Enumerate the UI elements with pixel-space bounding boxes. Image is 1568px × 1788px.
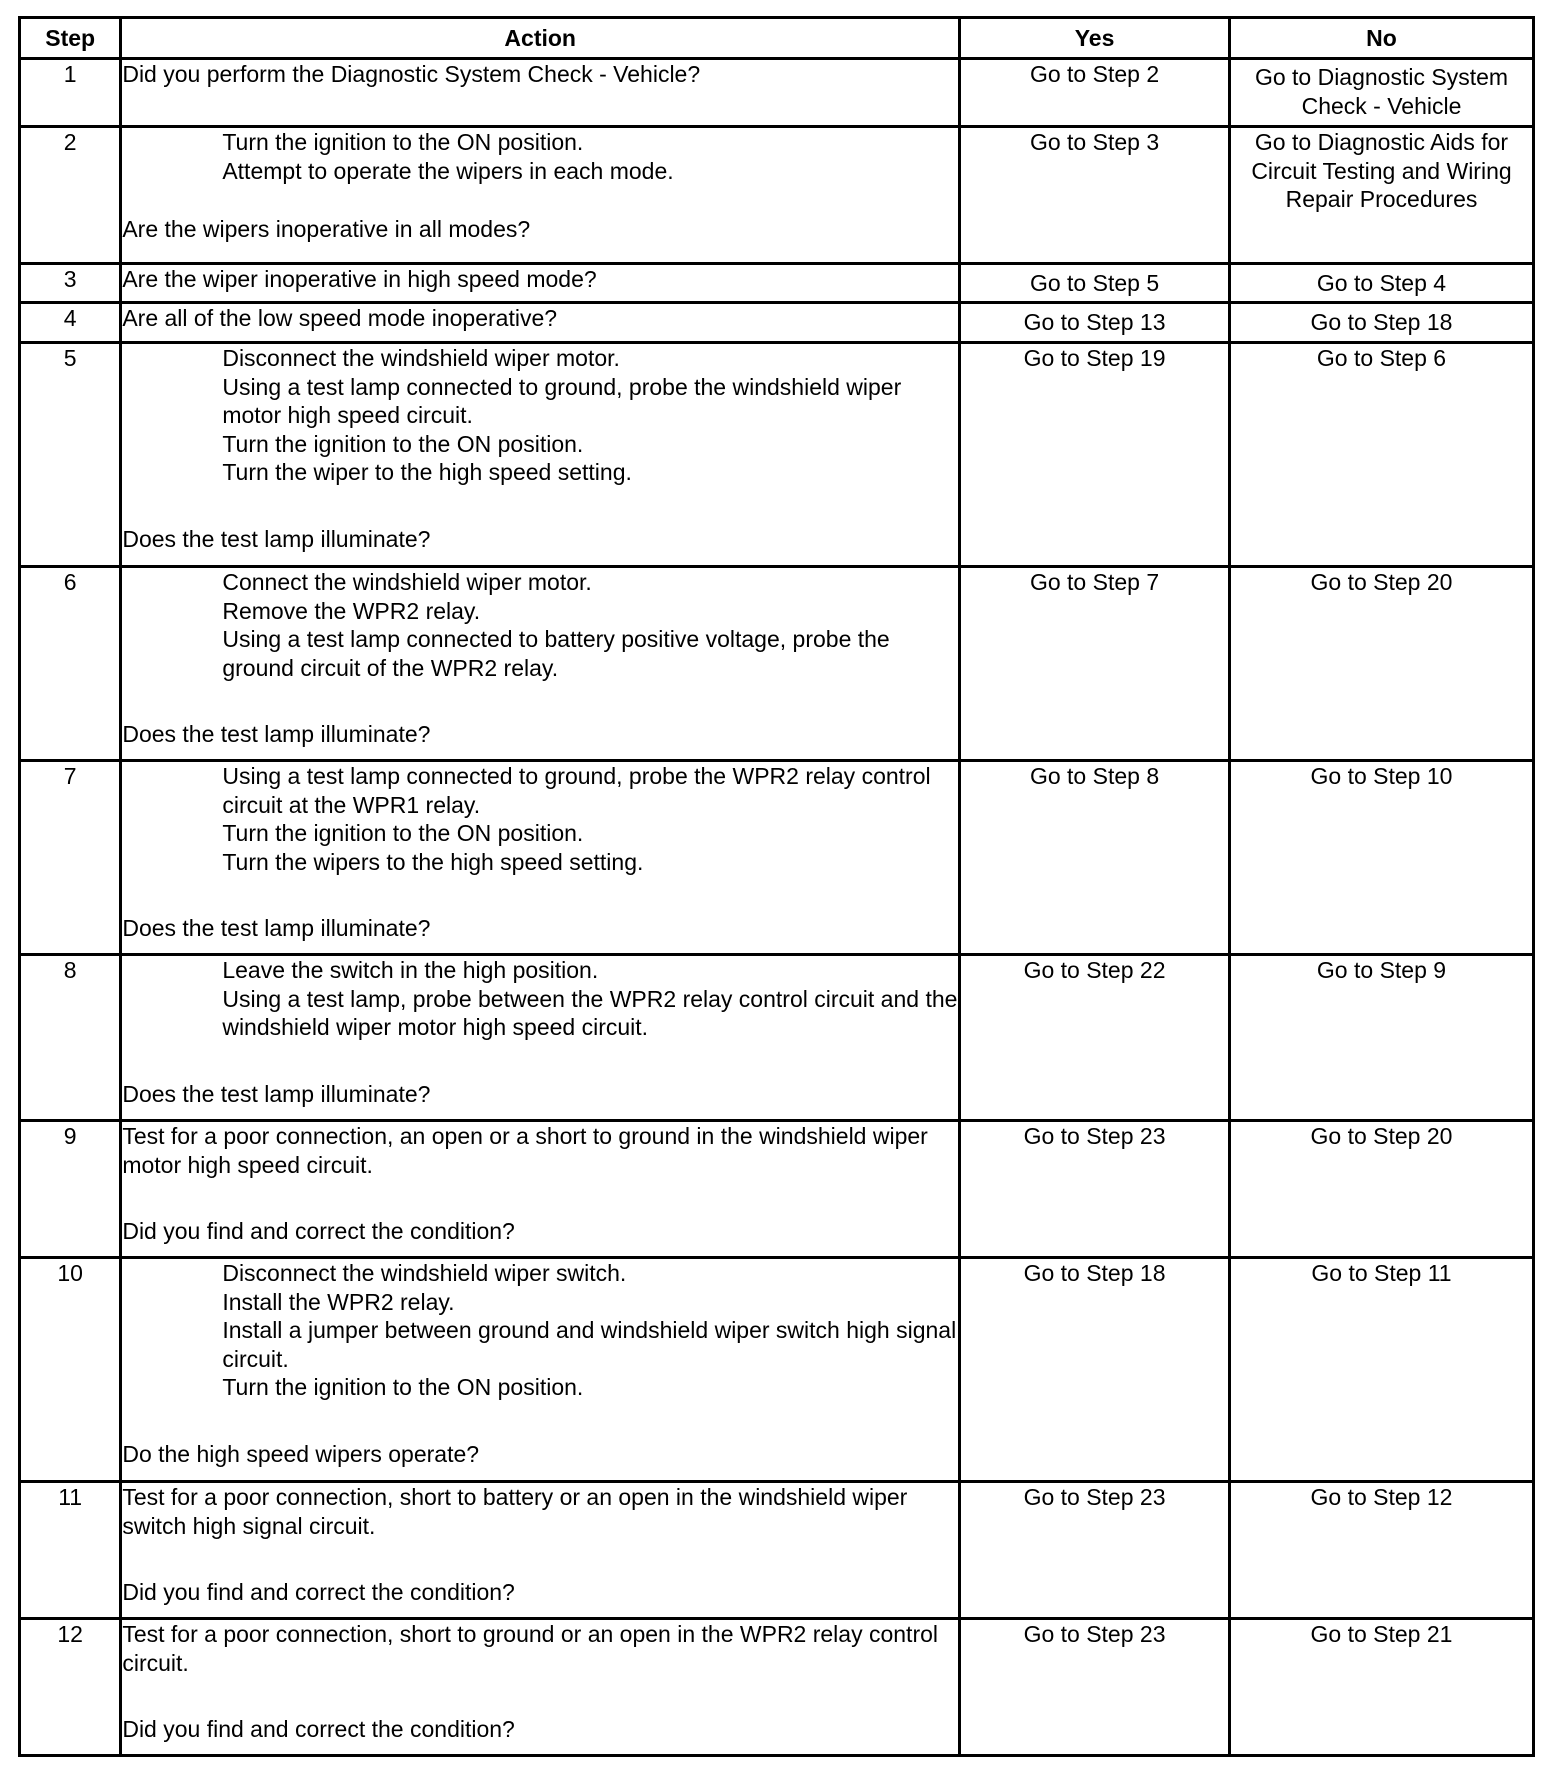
yes-cell: Go to Step 13 — [960, 303, 1230, 343]
question-text: Does the test lamp illuminate? — [122, 915, 431, 941]
question-text: Did you find and correct the condition? — [122, 1579, 515, 1605]
sub-step: Using a test lamp connected to battery positive voltage, probe the ground circuit of the WPR2 relay. — [222, 626, 890, 681]
no-cell: Go to Step 20 — [1229, 567, 1533, 761]
intro-text: Test for a poor connection, an open or a short to ground in the windshield wiper motor high speed circuit. — [122, 1123, 928, 1178]
sub-step: Install a jumper between ground and windshield wiper switch high signal circuit. — [222, 1317, 957, 1372]
sub-step: Turn the wiper to the high speed setting. — [222, 459, 632, 485]
question-text: Are the wiper inoperative in high speed mode? — [122, 266, 597, 292]
yes-cell: Go to Step 19 — [960, 343, 1230, 567]
sub-step: Using a test lamp, probe between the WPR2 relay control circuit and the windshield wiper motor high speed circuit. — [222, 985, 958, 1040]
action-cell — [121, 567, 960, 761]
sub-step: Turn the ignition to the ON position. — [222, 820, 584, 846]
header-action: Action — [121, 18, 960, 59]
step-number: 3 — [20, 264, 121, 303]
no-cell: Go to Step 4 — [1229, 264, 1533, 303]
table-row — [20, 567, 1534, 761]
action-cell — [121, 1121, 960, 1258]
action-cell — [121, 303, 960, 343]
step-number: 8 — [20, 955, 121, 1121]
question-text: Did you perform the Diagnostic System Check - Vehicle? — [122, 61, 701, 87]
yes-cell: Go to Step 23 — [960, 1121, 1230, 1258]
sub-step: Remove the WPR2 relay. — [222, 597, 481, 624]
table-row — [20, 1258, 1534, 1482]
header-row — [20, 18, 1534, 59]
action-cell — [121, 59, 960, 127]
header-step: Step — [20, 18, 121, 59]
no-cell: Go to Step 10 — [1229, 761, 1533, 955]
sub-step-list — [122, 128, 958, 185]
step-number: 4 — [20, 303, 121, 343]
question-text: Are the wipers inoperative in all modes? — [122, 216, 531, 242]
question-text: Are all of the low speed mode inoperative? — [122, 305, 558, 331]
question-text: Did you find and correct the condition? — [122, 1716, 515, 1742]
step-number: 7 — [20, 761, 121, 955]
sub-step: Using a test lamp connected to ground, probe the WPR2 relay control circuit at the WPR1 relay. — [222, 763, 931, 818]
sub-step: Using a test lamp connected to ground, probe the windshield wiper motor high speed circuit. — [222, 373, 902, 428]
sub-step-list — [122, 568, 958, 682]
diagnostic-table — [18, 16, 1535, 1757]
step-number: 5 — [20, 343, 121, 567]
no-cell: Go to Step 11 — [1229, 1258, 1533, 1482]
action-cell — [121, 264, 960, 303]
no-cell: Go to Diagnostic Aids for Circuit Testing and Wiring Repair Procedures — [1229, 127, 1533, 264]
sub-step: Turn the wipers to the high speed setting. — [222, 848, 644, 875]
sub-step: Turn the ignition to the ON position. — [222, 1374, 584, 1400]
yes-cell: Go to Step 7 — [960, 567, 1230, 761]
action-cell — [121, 127, 960, 264]
sub-step: Leave the switch in the high position. — [222, 957, 599, 983]
table-row — [20, 955, 1534, 1121]
sub-step-list — [122, 344, 958, 487]
sub-step: Connect the windshield wiper motor. — [222, 569, 592, 595]
sub-step: Turn the ignition to the ON position. — [222, 430, 584, 457]
table-row — [20, 127, 1534, 264]
sub-step-list — [122, 762, 958, 876]
yes-cell: Go to Step 23 — [960, 1619, 1230, 1756]
question-text: Does the test lamp illuminate? — [122, 721, 431, 747]
sub-step: Install the WPR2 relay. — [222, 1288, 455, 1315]
sub-step-list — [122, 1259, 958, 1402]
sub-step-list — [122, 956, 958, 1042]
yes-cell: Go to Step 5 — [960, 264, 1230, 303]
step-number: 10 — [20, 1258, 121, 1482]
action-cell — [121, 1619, 960, 1756]
action-cell — [121, 761, 960, 955]
no-cell: Go to Step 6 — [1229, 343, 1533, 567]
sub-step: Turn the ignition to the ON position. — [222, 129, 584, 155]
action-cell — [121, 955, 960, 1121]
table-row — [20, 343, 1534, 567]
yes-cell: Go to Step 18 — [960, 1258, 1230, 1482]
sub-step: Disconnect the windshield wiper switch. — [222, 1260, 627, 1286]
sub-step: Attempt to operate the wipers in each mode. — [222, 157, 674, 184]
yes-cell: Go to Step 2 — [960, 59, 1230, 127]
header-yes: Yes — [960, 18, 1230, 59]
yes-cell: Go to Step 3 — [960, 127, 1230, 264]
step-number: 11 — [20, 1482, 121, 1619]
action-cell — [121, 1258, 960, 1482]
yes-cell: Go to Step 22 — [960, 955, 1230, 1121]
step-number: 2 — [20, 127, 121, 264]
action-cell — [121, 343, 960, 567]
no-cell: Go to Step 12 — [1229, 1482, 1533, 1619]
header-no: No — [1229, 18, 1533, 59]
table-row — [20, 1482, 1534, 1619]
question-text: Does the test lamp illuminate? — [122, 525, 431, 552]
intro-text: Test for a poor connection, short to battery or an open in the windshield wiper switch high signal circuit. — [122, 1484, 908, 1539]
yes-cell: Go to Step 23 — [960, 1482, 1230, 1619]
intro-text: Test for a poor connection, short to ground or an open in the WPR2 relay control circuit. — [122, 1621, 939, 1676]
step-number: 9 — [20, 1121, 121, 1258]
question-text: Do the high speed wipers operate? — [122, 1440, 480, 1467]
yes-cell: Go to Step 8 — [960, 761, 1230, 955]
table-row — [20, 761, 1534, 955]
question-text: Did you find and correct the condition? — [122, 1218, 515, 1244]
table-row — [20, 303, 1534, 343]
table-row — [20, 59, 1534, 127]
table-row — [20, 1619, 1534, 1756]
action-cell — [121, 1482, 960, 1619]
sub-step: Disconnect the windshield wiper motor. — [222, 345, 620, 371]
no-cell: Go to Diagnostic System Check - Vehicle — [1229, 59, 1533, 127]
table-row — [20, 264, 1534, 303]
table-row — [20, 1121, 1534, 1258]
question-text: Does the test lamp illuminate? — [122, 1080, 431, 1107]
no-cell: Go to Step 21 — [1229, 1619, 1533, 1756]
step-number: 1 — [20, 59, 121, 127]
no-cell: Go to Step 18 — [1229, 303, 1533, 343]
step-number: 12 — [20, 1619, 121, 1756]
no-cell: Go to Step 9 — [1229, 955, 1533, 1121]
step-number: 6 — [20, 567, 121, 761]
no-cell: Go to Step 20 — [1229, 1121, 1533, 1258]
